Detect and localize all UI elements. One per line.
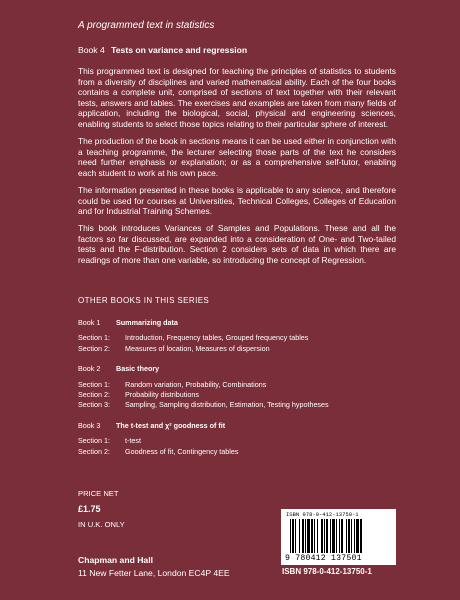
section-text: t-test (125, 436, 141, 446)
book-number: Book 4 (78, 45, 105, 55)
barcode-bar (295, 519, 296, 553)
description (78, 66, 396, 272)
price-region: IN U.K. ONLY (78, 520, 125, 529)
section-text: Introduction, Frequency tables, Grouped frequency tables (125, 333, 309, 343)
barcode-bar (314, 519, 315, 553)
section-label: Section 2: (78, 343, 110, 353)
series-book-title-row (78, 364, 408, 374)
series-section (78, 436, 408, 446)
section-label: Section 1: (78, 436, 110, 446)
barcode-bar (326, 519, 328, 553)
barcode-bar (336, 519, 337, 553)
series-book (78, 421, 408, 457)
description-paragraph: This programmed text is designed for teaching the principles of statistics to students from a diversity of disciplines and varied mathematical ability. Each of the four books contains a complete unit, comprised of sections of text together with their relevant tests, answers and tables. The exercises and examples are taken from many fields of application, including the biological, social, physical and engineering sciences, enabling students to select those topics relating to their particular sphere of interest. (78, 66, 396, 129)
barcode-bar (332, 519, 335, 553)
barcode-bar (311, 519, 313, 553)
series-section (78, 447, 408, 457)
section-label: Section 1: (78, 379, 110, 389)
series-section (78, 400, 408, 410)
series-book-number: Book 3 (78, 420, 101, 430)
barcode-bar (351, 519, 352, 553)
publisher-name: Chapman and Hall (78, 555, 153, 565)
description-paragraph: The information presented in these books is applicable to any science, and therefore could be used for courses at Universities, Technical Colleges, Colleges of Education and for Industrial Training Schemes. (78, 184, 396, 217)
barcode-bars (290, 519, 388, 553)
barcode-bar (321, 519, 323, 553)
barcode-bar (305, 519, 306, 553)
barcode-isbn-top: ISBN 978-0-412-13750-1 (286, 511, 359, 518)
series-book-title: Summarizing data (116, 318, 178, 327)
series-book-title-row (78, 318, 408, 328)
series-tagline: A programmed text in statistics (78, 20, 215, 31)
barcode-bar (348, 519, 350, 553)
series-book-number: Book 1 (78, 318, 101, 327)
description-paragraph: The production of the book in sections means it can be used either in conjunction with a teaching programme, the lecturer selecting those parts of the text he considers need further emphasis or explanation; or as a comprehensive self-tutor, enabling each student to work at his own pace. (78, 136, 396, 178)
series-book (78, 364, 408, 411)
section-text: Sampling, Sampling distribution, Estimation, Testing hypotheses (125, 400, 329, 410)
section-text: Random variation, Probability, Combinations (125, 379, 267, 389)
barcode-bar (299, 519, 300, 553)
barcode-bar (356, 519, 359, 553)
price-value: £1.75 (78, 504, 101, 514)
section-label: Section 2: (78, 446, 110, 456)
series-book (78, 318, 408, 354)
section-text: Measures of location, Measures of dispersion (125, 343, 270, 353)
series-book-title: Basic theory (116, 364, 160, 374)
barcode-bar (324, 519, 325, 553)
series-book-number: Book 2 (78, 364, 101, 374)
publisher-address: 11 New Fetter Lane, London EC4P 4EE (78, 568, 230, 578)
barcode-bar (360, 519, 362, 553)
book-heading (78, 45, 247, 55)
price-heading: PRICE NET (78, 489, 119, 498)
section-text: Probability distributions (125, 390, 199, 400)
barcode-bar (339, 519, 340, 553)
barcode-bar (317, 519, 318, 553)
section-text: Goodness of fit, Contingency tables (125, 446, 239, 456)
section-label: Section 1: (78, 333, 110, 343)
book-title: Tests on variance and regression (111, 45, 248, 55)
series-book-title: The t-test and χ² goodness of fit (116, 420, 226, 430)
barcode-bar (290, 519, 291, 553)
barcode-bar (354, 519, 355, 553)
series-section (78, 344, 408, 354)
barcode-bar (341, 519, 343, 553)
barcode (281, 509, 396, 565)
barcode-bar (302, 519, 304, 553)
barcode-bar (346, 519, 347, 553)
series-heading: OTHER BOOKS IN THIS SERIES (78, 296, 210, 305)
series-section (78, 380, 408, 390)
barcode-number: 9 780412 137501 (285, 554, 362, 563)
barcode-bar (292, 519, 294, 553)
series-section (78, 333, 408, 343)
series-list (78, 318, 408, 467)
series-book-title-row (78, 421, 408, 431)
section-label: Section 2: (78, 390, 110, 400)
series-section (78, 390, 408, 400)
barcode-bar (307, 519, 310, 553)
section-label: Section 3: (78, 400, 110, 410)
description-paragraph: This book introduces Variances of Samples and Populations. These and all the factors so far discussed, are expanded into a consideration of One- and Two-tailed tests and the F-distribution. Section 2 considers sets of data in which there are readings of more than one variable, so introducing the concept of Regression. (78, 223, 396, 265)
isbn-label: ISBN 978-0-412-13750-1 (282, 567, 372, 576)
barcode-bar (330, 519, 331, 553)
